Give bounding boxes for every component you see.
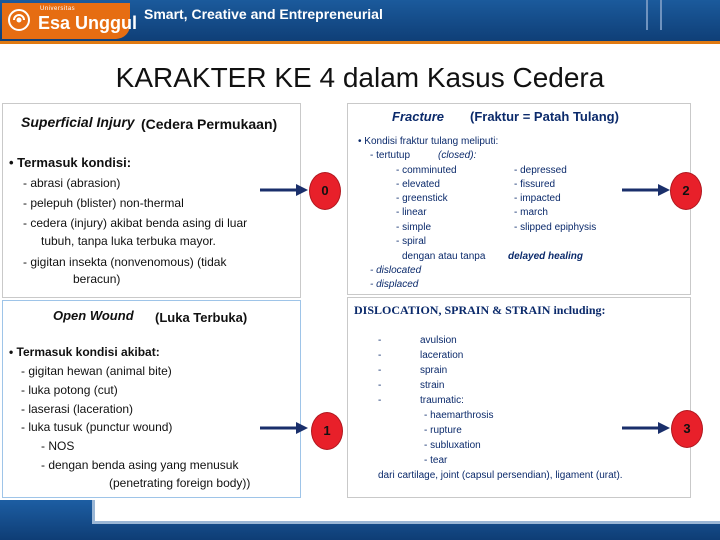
badge-3: 3 <box>671 410 703 448</box>
open-wound-panel <box>2 300 301 498</box>
panel-footer: dari cartilage, joint (capsul persendian), ligament (urat). <box>378 470 623 481</box>
bullet-heading: • Termasuk kondisi akibat: <box>9 345 160 359</box>
arrow-right-icon <box>620 182 672 198</box>
list-dash: - <box>378 335 382 346</box>
list-item: traumatic: <box>420 395 464 406</box>
list-item: - luka tusuk (punctur wound) <box>21 420 173 434</box>
list-item: - rupture <box>424 425 462 436</box>
list-item: avulsion <box>420 335 457 346</box>
logo-text: Esa Unggul <box>38 13 138 33</box>
footer-panel <box>92 500 720 524</box>
list-item: - dengan benda asing yang menusuk <box>41 458 239 472</box>
list-item: tubuh, tanpa luka terbuka mayor. <box>41 234 216 248</box>
logo-emblem-icon <box>8 9 30 31</box>
badge-1: 1 <box>311 412 343 450</box>
list-item: - gigitan insekta (nonvenomous) (tidak <box>23 255 227 269</box>
badge-2: 2 <box>670 172 702 210</box>
list-item: - luka potong (cut) <box>21 383 118 397</box>
list-item: - fissured <box>514 179 556 190</box>
list-dash: - <box>378 380 382 391</box>
list-item: (penetrating foreign body)) <box>109 476 251 490</box>
arrow-right-icon <box>258 420 310 436</box>
list-item: dengan atau tanpa <box>402 251 486 262</box>
slide-title: KARAKTER KE 4 dalam Kasus Cedera <box>115 62 605 93</box>
superficial-injury-panel <box>2 103 301 298</box>
list-item: - simple <box>396 222 432 233</box>
list-dash: - <box>378 350 382 361</box>
header-bar <box>0 0 720 44</box>
list-item: - cedera (injury) akibat benda asing di luar <box>23 216 248 230</box>
list-item: - tear <box>424 455 448 466</box>
arrow-right-icon <box>258 182 310 198</box>
header-divider <box>660 0 662 30</box>
list-item: - NOS <box>41 439 75 453</box>
panel-heading: DISLOCATION, SPRAIN & STRAIN including: <box>354 303 606 317</box>
list-item: - elevated <box>396 179 440 190</box>
list-item: - haemarthrosis <box>424 410 494 421</box>
list-item: - abrasi (abrasion) <box>23 176 121 190</box>
list-dash: - <box>378 395 382 406</box>
list-item: (closed): <box>438 150 477 161</box>
list-item: - tertutup <box>370 150 411 161</box>
header-divider <box>646 0 648 30</box>
list-item: - greenstick <box>396 193 448 204</box>
arrow-right-icon <box>620 420 672 436</box>
panel-heading: Superficial Injury <box>21 114 135 130</box>
panel-heading: (Cedera Permukaan) <box>141 116 278 132</box>
fracture-panel <box>347 103 691 295</box>
list-item: - displaced <box>370 279 419 290</box>
panel-heading: Fracture <box>392 109 445 124</box>
dislocation-panel <box>347 297 691 498</box>
list-dash: - <box>378 365 382 376</box>
list-item: - linear <box>396 207 427 218</box>
list-item: delayed healing <box>508 251 584 262</box>
list-item: - laserasi (laceration) <box>21 402 134 416</box>
list-item: laceration <box>420 350 464 361</box>
panel-heading: (Luka Terbuka) <box>155 310 248 325</box>
logo-small-text: Universitas <box>40 6 76 12</box>
list-item: - pelepuh (blister) non-thermal <box>23 196 184 210</box>
list-item: beracun) <box>73 272 121 286</box>
university-logo <box>2 3 138 39</box>
list-item: - slipped epiphysis <box>514 222 597 233</box>
panel-heading: (Fraktur = Patah Tulang) <box>470 109 619 124</box>
list-item: - march <box>514 207 548 218</box>
bullet-heading: • Kondisi fraktur tulang meliputi: <box>358 136 499 147</box>
list-item: strain <box>420 380 445 391</box>
bullet-heading: • Termasuk kondisi: <box>9 155 132 170</box>
header-tagline: Smart, Creative and Entrepreneurial <box>144 6 383 22</box>
list-item: - depressed <box>514 165 567 176</box>
list-item: - comminuted <box>396 165 457 176</box>
list-item: - gigitan hewan (animal bite) <box>21 364 172 378</box>
list-item: - subluxation <box>424 440 481 451</box>
list-item: - impacted <box>514 193 561 204</box>
list-item: sprain <box>420 365 448 376</box>
list-item: - spiral <box>396 236 427 247</box>
panel-heading: Open Wound <box>53 308 134 323</box>
list-item: - dislocated <box>370 265 422 276</box>
badge-0: 0 <box>309 172 341 210</box>
